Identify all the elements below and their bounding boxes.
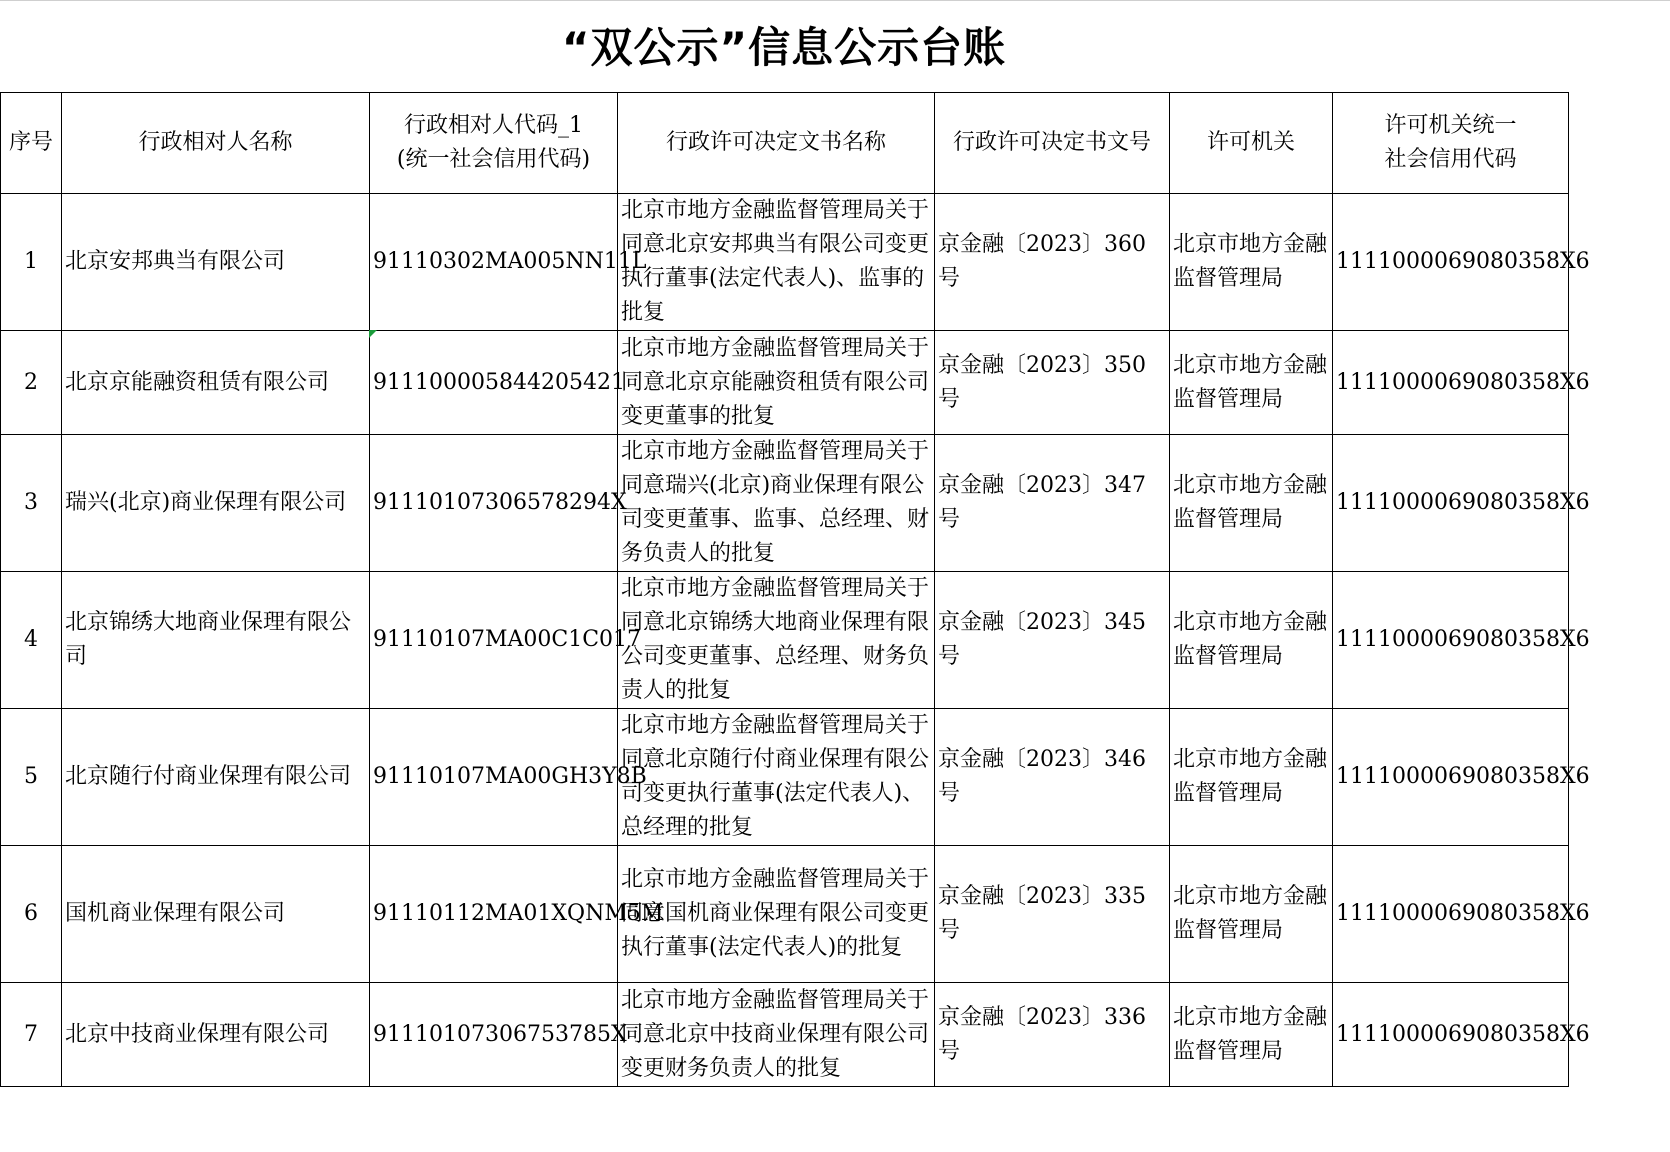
cell-licensing-authority: 北京市地方金融监督管理局 — [1170, 435, 1333, 572]
cell-authority-credit-code: 1111000069080358X6 — [1333, 194, 1569, 331]
header-party-code-line2: (统一社会信用代码) — [396, 147, 591, 172]
cell-decision-doc-number: 京金融〔2023〕347号 — [935, 435, 1170, 572]
cell-decision-doc-number: 京金融〔2023〕360号 — [935, 194, 1170, 331]
cell-comment-indicator — [369, 330, 377, 338]
cell-decision-doc-number: 京金融〔2023〕345号 — [935, 572, 1170, 709]
cell-authority-credit-code: 1111000069080358X6 — [1333, 846, 1569, 983]
cell-licensing-authority: 北京市地方金融监督管理局 — [1170, 331, 1333, 435]
cell-decision-doc-name: 北京市地方金融监督管理局关于同意国机商业保理有限公司变更执行董事(法定代表人)的批复 — [618, 846, 935, 983]
ledger-table — [0, 92, 1590, 1087]
header-serial-no: 序号 — [1, 93, 62, 194]
cell-party-name: 北京中技商业保理有限公司 — [62, 983, 370, 1087]
cell-party-code: 91110107MA00C1C017 — [370, 572, 618, 709]
table-row — [1, 435, 1569, 572]
header-decision-doc-number: 行政许可决定书文号 — [935, 93, 1170, 194]
cell-licensing-authority: 北京市地方金融监督管理局 — [1170, 572, 1333, 709]
cell-decision-doc-name: 北京市地方金融监督管理局关于同意北京中技商业保理有限公司变更财务负责人的批复 — [618, 983, 935, 1087]
cell-authority-credit-code: 1111000069080358X6 — [1333, 709, 1569, 846]
table-row — [1, 983, 1569, 1087]
header-party-code-line1: 行政相对人代码_1 — [404, 113, 583, 138]
table-header-row — [1, 93, 1569, 194]
cell-party-name: 北京京能融资租赁有限公司 — [62, 331, 370, 435]
cell-decision-doc-name: 北京市地方金融监督管理局关于同意瑞兴(北京)商业保理有限公司变更董事、监事、总经理、财务负责人的批复 — [618, 435, 935, 572]
cell-serial-no: 2 — [1, 331, 62, 435]
table-row — [1, 331, 1569, 435]
cell-decision-doc-number: 京金融〔2023〕335号 — [935, 846, 1170, 983]
cell-decision-doc-name: 北京市地方金融监督管理局关于同意北京锦绣大地商业保理有限公司变更董事、总经理、财务负责人的批复 — [618, 572, 935, 709]
header-decision-doc-name: 行政许可决定文书名称 — [618, 93, 935, 194]
cell-party-name: 北京锦绣大地商业保理有限公司 — [62, 572, 370, 709]
cell-licensing-authority: 北京市地方金融监督管理局 — [1170, 194, 1333, 331]
table-row — [1, 846, 1569, 983]
cell-party-code: 91110107306753785X — [370, 983, 618, 1087]
header-authority-code-line1: 许可机关统一 — [1384, 113, 1517, 138]
header-party-code — [370, 93, 618, 194]
cell-licensing-authority: 北京市地方金融监督管理局 — [1170, 846, 1333, 983]
cell-authority-credit-code: 1111000069080358X6 — [1333, 435, 1569, 572]
cell-serial-no: 4 — [1, 572, 62, 709]
cell-decision-doc-name: 北京市地方金融监督管理局关于同意北京京能融资租赁有限公司变更董事的批复 — [618, 331, 935, 435]
cell-decision-doc-number: 京金融〔2023〕346号 — [935, 709, 1170, 846]
cell-authority-credit-code: 1111000069080358X6 — [1333, 983, 1569, 1087]
cell-decision-doc-number: 京金融〔2023〕336号 — [935, 983, 1170, 1087]
header-party-name: 行政相对人名称 — [62, 93, 370, 194]
header-authority-credit-code — [1333, 93, 1569, 194]
cell-licensing-authority: 北京市地方金融监督管理局 — [1170, 709, 1333, 846]
table-row — [1, 709, 1569, 846]
cell-party-name: 北京随行付商业保理有限公司 — [62, 709, 370, 846]
cell-serial-no: 1 — [1, 194, 62, 331]
page-title: “双公示”信息公示台账 — [561, 23, 1007, 72]
cell-authority-credit-code: 1111000069080358X6 — [1333, 331, 1569, 435]
cell-licensing-authority: 北京市地方金融监督管理局 — [1170, 983, 1333, 1087]
cell-serial-no: 7 — [1, 983, 62, 1087]
cell-party-name: 北京安邦典当有限公司 — [62, 194, 370, 331]
cell-decision-doc-number: 京金融〔2023〕350号 — [935, 331, 1170, 435]
table-row — [1, 572, 1569, 709]
table-row — [1, 194, 1569, 331]
cell-authority-credit-code: 1111000069080358X6 — [1333, 572, 1569, 709]
header-licensing-authority: 许可机关 — [1170, 93, 1333, 194]
cell-serial-no: 6 — [1, 846, 62, 983]
cell-party-code: 91110107MA00GH3Y8B — [370, 709, 618, 846]
cell-serial-no: 5 — [1, 709, 62, 846]
cell-party-code: 911100005844205421 — [370, 331, 618, 435]
cell-party-code: 91110302MA005NN11L — [370, 194, 618, 331]
cell-party-code: 91110107306578294X — [370, 435, 618, 572]
cell-decision-doc-name: 北京市地方金融监督管理局关于同意北京随行付商业保理有限公司变更执行董事(法定代表人)、总经理的批复 — [618, 709, 935, 846]
cell-party-code: 91110112MA01XQNM5M — [370, 846, 618, 983]
cell-serial-no: 3 — [1, 435, 62, 572]
cell-party-name: 国机商业保理有限公司 — [62, 846, 370, 983]
cell-party-name: 瑞兴(北京)商业保理有限公司 — [62, 435, 370, 572]
header-authority-code-line2: 社会信用代码 — [1384, 147, 1517, 172]
cell-decision-doc-name: 北京市地方金融监督管理局关于同意北京安邦典当有限公司变更执行董事(法定代表人)、监事的批复 — [618, 194, 935, 331]
